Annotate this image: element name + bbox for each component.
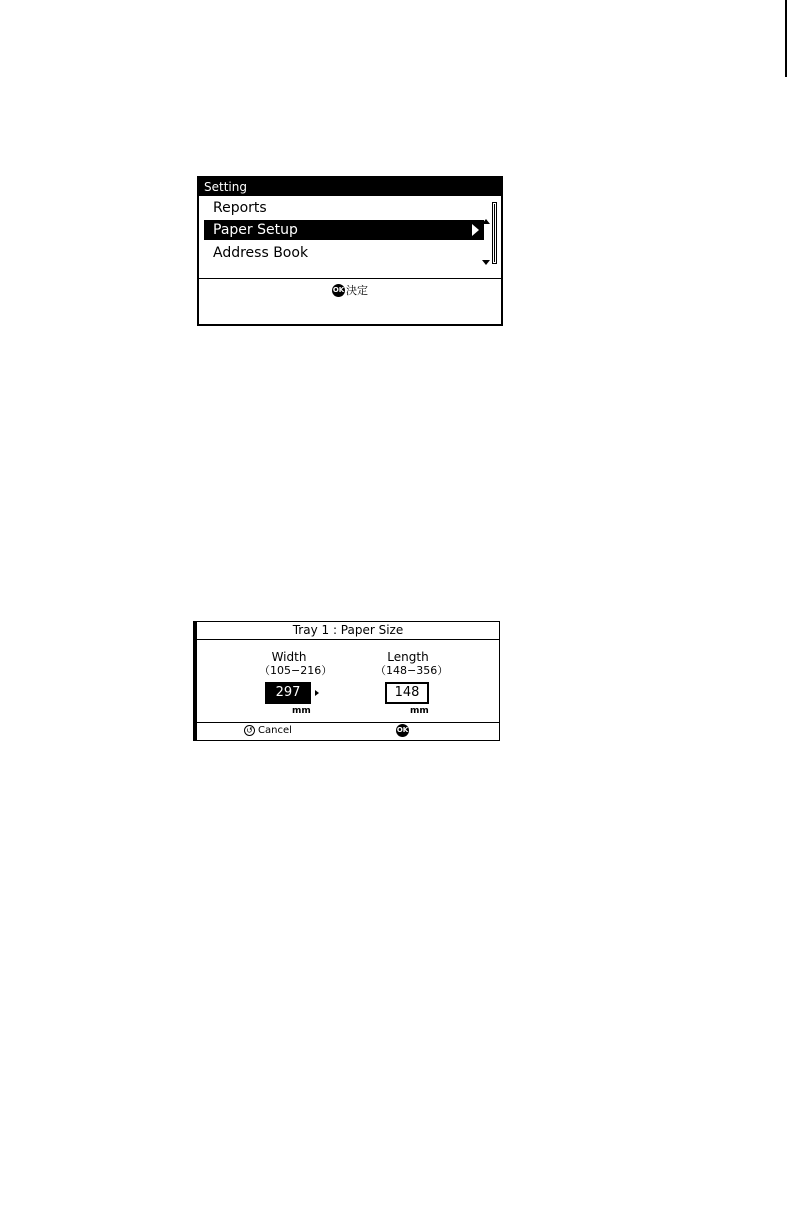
- length-value-field[interactable]: 148: [385, 682, 429, 704]
- width-unit: mm: [292, 706, 311, 716]
- screen-title: Tray 1 : Paper Size: [197, 622, 499, 640]
- cancel-label[interactable]: Cancel: [258, 725, 292, 736]
- margin-cut-line: [785, 0, 787, 77]
- scrollbar[interactable]: [492, 202, 497, 264]
- width-label: Width: [271, 650, 307, 664]
- menu-item-address-book[interactable]: Address Book: [213, 245, 309, 261]
- width-column: [259, 650, 333, 677]
- menu-item-label: Paper Setup: [213, 222, 298, 238]
- length-label: Length: [387, 650, 429, 664]
- length-range: （148−356）: [375, 664, 449, 677]
- scroll-up-arrow-icon: [482, 219, 490, 224]
- menu-item-paper-setup[interactable]: [204, 220, 484, 240]
- paper-size-screen: [193, 621, 500, 741]
- back-icon[interactable]: ↺: [244, 725, 255, 736]
- ok-action-label: 決定: [346, 284, 368, 297]
- width-value-field[interactable]: 297: [265, 682, 311, 704]
- cursor-arrow-icon: [315, 690, 319, 696]
- scrollbar-thumb[interactable]: [494, 204, 495, 262]
- width-range: （105−216）: [259, 664, 333, 677]
- setting-menu-screen: [197, 176, 503, 326]
- menu-item-reports[interactable]: Reports: [213, 200, 267, 216]
- submenu-arrow-icon: [472, 224, 479, 236]
- length-unit: mm: [410, 706, 429, 716]
- ok-button-icon: OK: [332, 284, 345, 297]
- screen-footer: [199, 282, 501, 296]
- screen-title: Setting: [199, 178, 501, 196]
- scroll-down-arrow-icon: [482, 260, 490, 265]
- length-column: [375, 650, 449, 677]
- menu-list: [199, 196, 501, 278]
- footer-divider: [199, 278, 501, 279]
- ok-button-icon[interactable]: OK: [396, 724, 409, 737]
- screen-footer: [197, 722, 499, 740]
